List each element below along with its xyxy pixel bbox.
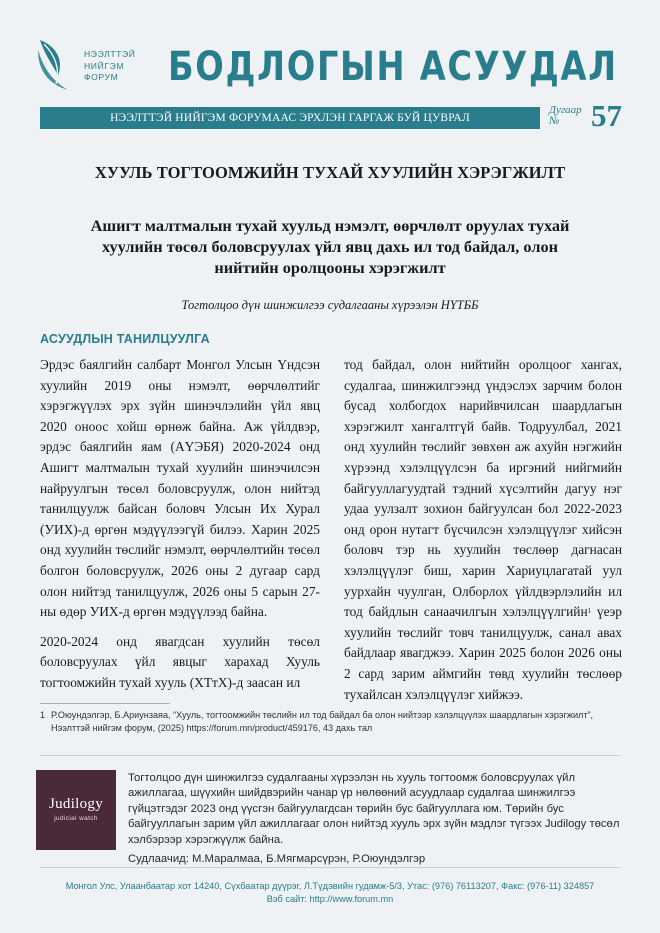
issue-number: 57 (591, 98, 622, 133)
body-paragraph-2: 2020-2024 онд явагдсан хуулийн төсөл боловсруулах үйл явцыг харахад Хууль тогтоомжийн тухай хууль (ХТтХ)-д заасан ил (40, 633, 320, 690)
issue-label (549, 105, 582, 127)
body-paragraph-3 (344, 355, 622, 705)
logo-wordmark (84, 49, 136, 84)
body-paragraph-3-part-b: үеэр хуулийн төслийг товч танилцуулж, санал авах байдлаар явагджээ. Харин 2025 болон 2026 оны 2 сард зарим аймгийн төвд хуулийн төслөөр тухайлсан хэлэлцүүлэг хийжээ. (344, 604, 622, 702)
forum-logo (34, 36, 154, 96)
body-paragraph-3-part-a: тод байдал, олон нийтийн оролцоог хангах, судалгаа, шинжилгээнд үндэслэх зарчим болон бусад холбогдох нарийвчилсан шаардлагын хэрэгжилт хангалтгүй байв. Тодруулбал, 2021 онд хуулийн төслийг зөвхөн аж ахуйн нэгжийн хүрээнд хэлэлцүүлсэн ба иргэний нийгмийн байгууллагуудтай тэдний хүсэлтийн дагуу нэг удаа уулзалт зохион байгуулсан бол 2022-2023 онд орон нутагт бүсчилсэн хэлэлцүүлэг хийсэн боловч тэр нь хуулийн төслөөр дагнасан хэлэлцүүлэг биш, харин Хариуцлагатай уул уурхайн чуулган, Олборлох үйлдвэрлэлийн ил тод байдлын санаачилгын хэлэлцүүлгийн (344, 357, 622, 620)
footnote-text: Р.Оюундэлгэр, Б.Ариунзаяа, “Хууль, тогтоомжийн төслийн ил тод байдал ба олон нийтээр хэлэлцүүлэх шаардлагын хэрэгжилт”, Нээлттэй нийгэм форум, (2025) https://forum.mn/product/459176, 43 дахь тал (51, 710, 594, 733)
article-title: ХУУЛЬ ТОГТООМЖИЙН ТУХАЙ ХУУЛИЙН ХЭРЭГЖИЛТ (94, 163, 566, 182)
footnote-reference[interactable]: 1 (587, 607, 592, 616)
section-heading: АСУУДЛЫН ТАНИЛЦУУЛГА (40, 332, 210, 346)
logo-line-3: ФОРУМ (84, 72, 119, 82)
institute-description-text: Тогтолцоо дүн шинжилгээ судалгааны хүрээлэн нь хууль тогтоомж боловсруулах үйл ажиллагаа, шүүхийн шийдвэрийн чанар үр нөлөөний асуудлаар судалгаа шинжилгээ гүйцэтгэдэг 2023 онд үүсгэн байгуулагдсан төрийн бус байгууллага юм. Төрийн бус байгууллагын зарим үйл ажиллагааг олон нийтэд хууль эрх зүйн мэдлэг түгээх Judilogy төсөл хэлбэрээр хэрэгжүүлж байна. (128, 772, 620, 846)
issue-label-line-2: № (549, 115, 560, 127)
project-box-top-divider (40, 755, 620, 756)
footer-website[interactable]: Вэб сайт: http://www.forum.mn (266, 893, 394, 904)
logo-line-1: НЭЭЛТТЭЙ (84, 49, 136, 59)
project-box-bottom-divider (40, 867, 620, 868)
body-paragraph-1: Эрдэс баялгийн салбарт Монгол Улсын Үндсэн хуулийн 2019 оны нэмэлт, өөрчлөлтийг хэрэгжүүлэх эрх зүйн шинэчлэлийн үйл явц 2020 оноос хойш өрнөж байна. Аж үйлдвэр, эрдэс баялгийн яам (АҮЭБЯ) 2020-2024 онд Ашигт малтмалын тухай хуулийн шинэчилсэн найруулгын төсөл боловсруулж, олон нийтэд танилцуулж байсан боловч Улсын Их Хурал (УИХ)-д өргөн мэдүүлээгүй билээ. Харин 2025 онд хуулийн төслийг нэмэлт, өөрчлөлтийн төсөл болгон боловсруулж, 2026 оны 2 дугаар сард олон нийтэд танилцуулж, 2026 оны 5 сарын 27-ны өдөр УИХ-д өргөн мэдүүлээд байна. (40, 357, 320, 620)
article-subtitle: Ашигт малтмалын тухай хуульд нэмэлт, өөрчлөлт оруулах тухай хуулийн төсөл боловсруулах үйл явц дахь ил тод байдал, олон нийтийн оролцооны хэрэгжилт (90, 216, 570, 277)
footnote (40, 709, 620, 734)
judilogy-logo-subtitle: judicial watch (54, 815, 98, 822)
researchers-line: Судлаачид: М.Маралмаа, Б.Мягмарсүрэн, Р.Оюундэлгэр (128, 853, 426, 866)
judilogy-logo (36, 770, 116, 850)
leaf-swirl-icon (34, 36, 78, 96)
series-banner: НЭЭЛТТЭЙ НИЙГЭМ ФОРУМААС ЭРХЛЭН ГАРГАЖ БУЙ ЦУВРАЛ (40, 107, 540, 129)
judilogy-logo-name: Judilogy (48, 796, 104, 812)
body-column-right (344, 355, 622, 714)
institute-description (128, 771, 626, 867)
article-byline: Тогтолцоо дүн шинжилгээ судалгааны хүрээлэн НҮТББ (181, 298, 479, 312)
logo-line-2: НИЙГЭМ (84, 60, 125, 71)
footer-address: Монгол Улс, Улаанбаатар хот 14240, Сүхбаатар дүүрэг, Л.Түдэвийн гудамж-5/3, Утас: (976) 76113207, Факс: (976-11) 324857 (65, 881, 595, 891)
footnote-marker: 1 (40, 710, 46, 720)
issue-label-line-1: Дугаар (549, 104, 582, 116)
footnote-divider (40, 703, 170, 704)
body-column-left (40, 355, 320, 703)
publication-title: БОДЛОГЫН АСУУДАЛ (168, 44, 618, 90)
page-footer (0, 880, 660, 905)
